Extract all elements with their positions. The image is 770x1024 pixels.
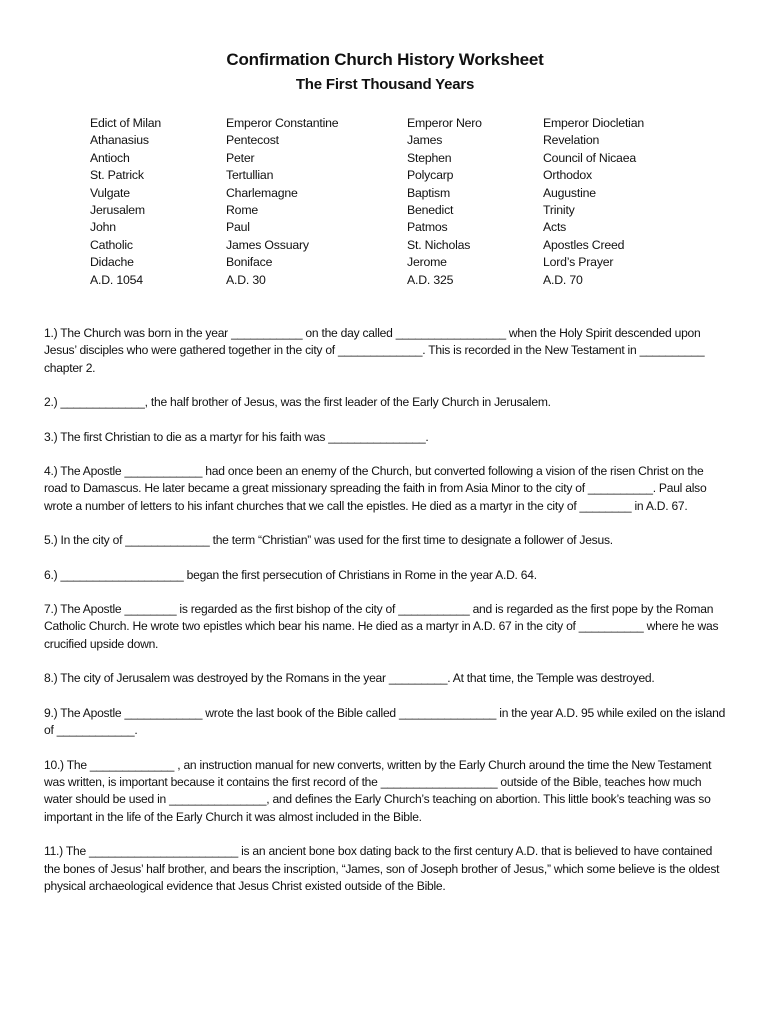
word-bank-term: Augustine [543,185,596,200]
word-bank-term: Catholic [90,237,133,252]
question-3: 3.) The first Christian to die as a martyr for his faith was _______________. [44,429,429,444]
word-bank-term: Boniface [226,255,273,270]
word-bank-term: Patmos [407,220,448,235]
word-bank-term: Peter [226,150,255,165]
word-bank-column-2 [226,115,338,289]
word-bank-term: A.D. 70 [543,272,583,287]
word-bank-term: Emperor Constantine [226,116,339,130]
question-4: 4.) The Apostle ____________ had once been an enemy of the Church, but converted following a vision of the risen Christ on the road to Damascus. He later became a great missionary spreading the faith in from Asia Minor to the city of __________. Paul also wrote a number of letters to his infant churches that we call the epistles. He died as a martyr in the city of ________ in A.D. 67. [44,464,707,513]
word-bank-term: A.D. 325 [407,272,454,287]
word-bank-term: A.D. 30 [226,272,266,287]
question-1: 1.) The Church was born in the year ___________ on the day called _________________ when the Holy Spirit descended upon Jesus’ disciples who were gathered together in the city of _____________. This is recorded in the New Testament in __________ chapter 2. [44,326,705,375]
word-bank-term: Stephen [407,150,452,165]
word-bank-term: Antioch [90,150,130,165]
word-bank-term: Benedict [407,203,454,218]
question-9: 9.) The Apostle ____________ wrote the last book of the Bible called _______________ in the year A.D. 95 while exiled on the island of ____________. [44,705,726,738]
word-bank-term: Charlemagne [226,185,298,200]
word-bank-term: Trinity [543,203,575,218]
word-bank-term: Paul [226,220,250,235]
word-bank-term: James [407,133,443,148]
word-bank-term: Revelation [543,133,600,148]
word-bank-term: Apostles Creed [543,237,625,252]
word-bank-term: Pentecost [226,133,279,148]
word-bank-term: Council of Nicaea [543,150,636,165]
word-bank-term: Acts [543,220,567,235]
word-bank-term: Baptism [407,185,451,200]
question-2: 2.) _____________, the half brother of Jesus, was the first leader of the Early Church in Jerusalem. [44,395,551,410]
question-7: 7.) The Apostle ________ is regarded as the first bishop of the city of ___________ and is regarded as the first pope by the Roman Catholic Church. He wrote two epistles which bear his name. He died as a martyr in A.D. 67 in the city of __________ where he was crucified upside down. [44,602,719,651]
word-bank [44,115,726,291]
word-bank-term: Jerome [407,255,447,270]
word-bank-term: Athanasius [90,133,149,148]
word-bank-term: Vulgate [90,185,130,200]
question-6: 6.) ___________________ began the first persecution of Christians in Rome in the year A.D. 64. [44,567,537,582]
word-bank-term: A.D. 1054 [90,272,143,287]
word-bank-term: Emperor Nero [407,116,482,130]
word-bank-column-1 [90,115,161,289]
word-bank-column-4 [543,115,644,289]
word-bank-term: Tertullian [226,168,274,183]
word-bank-term: St. Nicholas [407,237,471,252]
word-bank-term: Rome [226,203,259,218]
word-bank-term: Didache [90,255,134,270]
word-bank-term: John [90,220,116,235]
word-bank-term: Orthodox [543,168,592,183]
word-bank-column-3 [407,115,482,289]
word-bank-term: Lord’s Prayer [543,255,614,270]
word-bank-term: Polycarp [407,168,454,183]
question-10: 10.) The _____________ , an instruction manual for new converts, written by the Early Church around the time the New Testament was written, is important because it contains the first record of the __________________ outside of the Bible, teaches how much water should be used in _______________, and defines the Early Church’s teaching on abortion. This little book’s teaching was so important in the life of the Early Church it was almost included in the Bible. [44,757,712,824]
page-title: Confirmation Church History Worksheet [226,50,544,69]
word-bank-term: James Ossuary [226,237,309,252]
word-bank-term: Emperor Diocletian [543,116,644,130]
question-list [44,325,726,895]
question-8: 8.) The city of Jerusalem was destroyed by the Romans in the year _________. At that time, the Temple was destroyed. [44,671,655,686]
question-5: 5.) In the city of _____________ the term “Christian” was used for the first time to designate a follower of Jesus. [44,533,613,548]
word-bank-term: Jerusalem [90,203,145,218]
page-subtitle: The First Thousand Years [295,76,475,93]
question-11: 11.) The _______________________ is an ancient bone box dating back to the first century A.D. that is believed to have contained the bones of Jesus’ half brother, and bears the inscription, “James, son of Joseph brother of Jesus,” which some believe is the oldest physical archaeological evidence that Jesus Christ existed outside of the Bible. [44,844,720,893]
word-bank-term: St. Patrick [90,168,144,183]
word-bank-term: Edict of Milan [90,116,162,130]
